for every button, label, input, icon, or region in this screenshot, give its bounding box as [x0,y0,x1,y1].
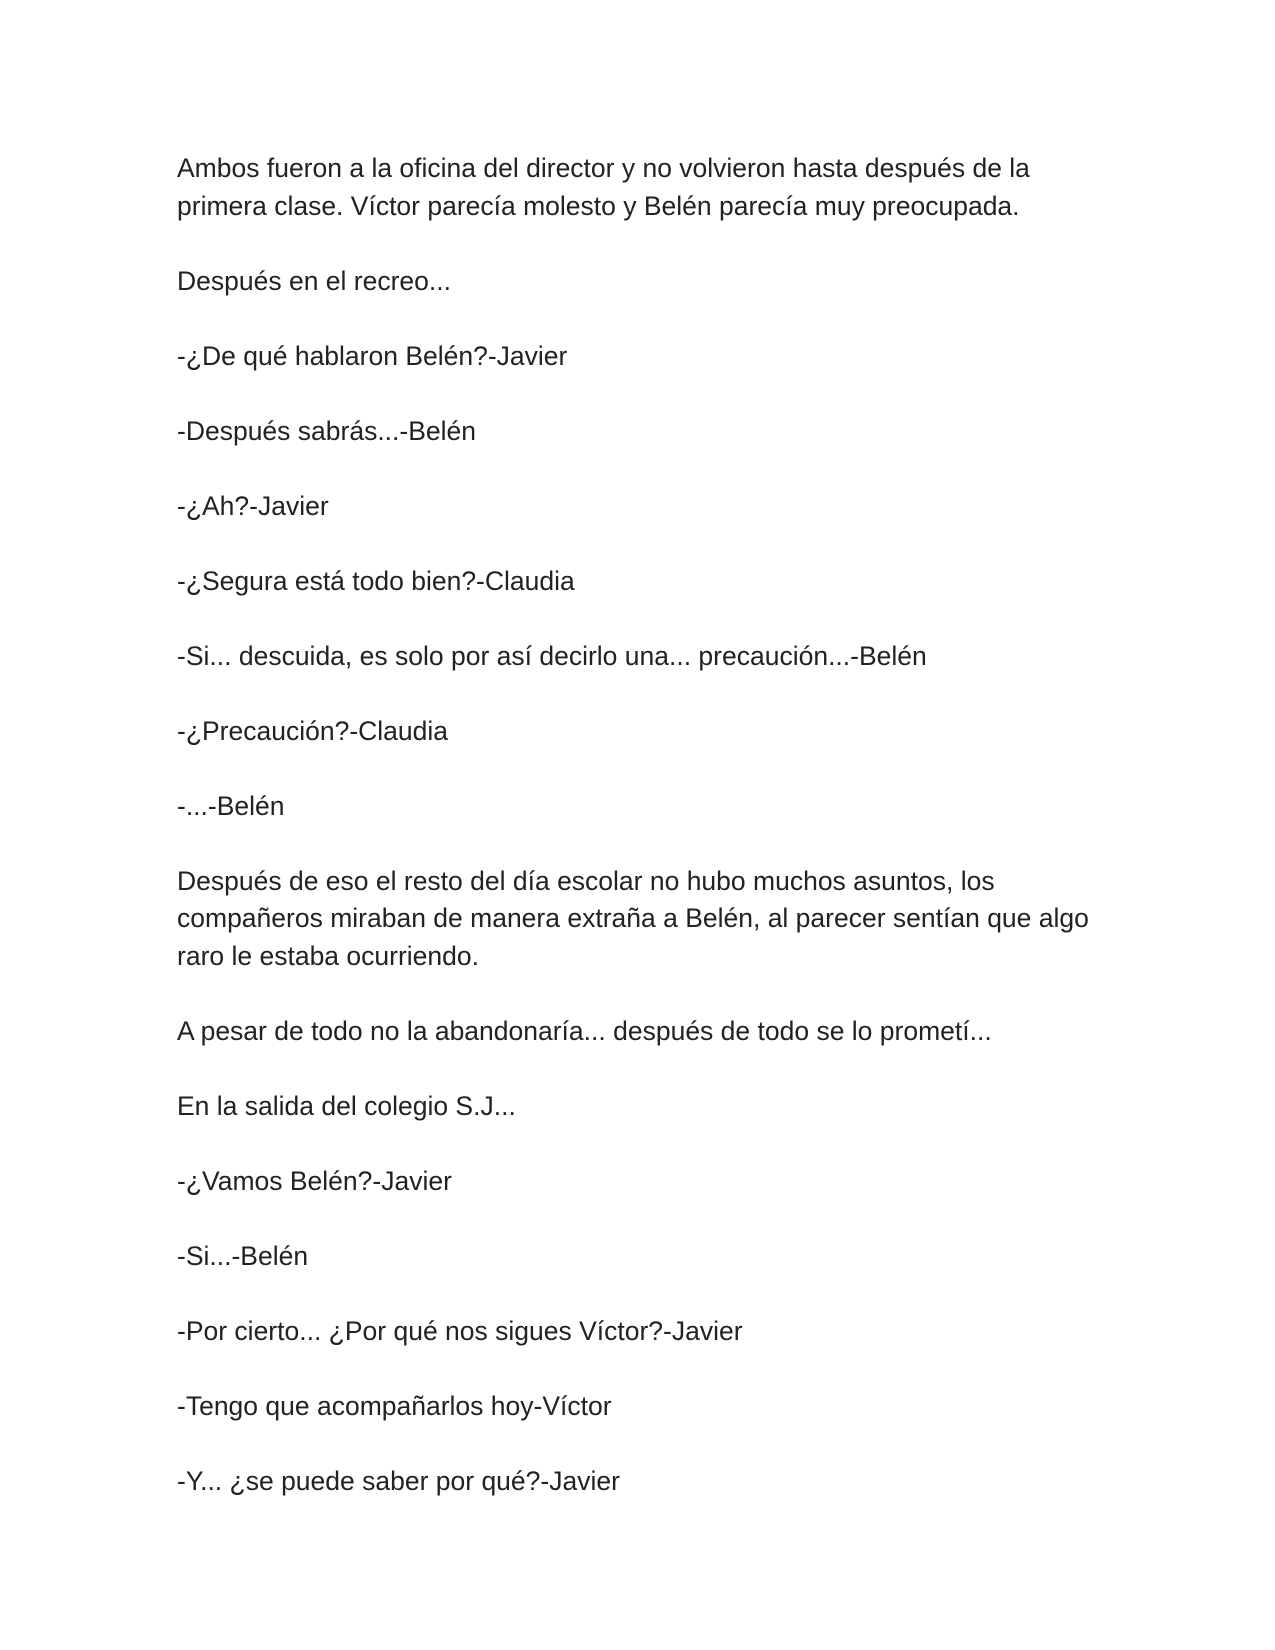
document-body [177,150,1107,1538]
paragraph-scene-break: Después en el recreo... [177,265,451,296]
dialogue-line: -¿Segura está todo bien?-Claudia [177,565,575,596]
paragraph-scene-break: En la salida del colegio S.J... [177,1090,516,1121]
dialogue-line: -Y... ¿se puede saber por qué?-Javier [177,1465,620,1496]
dialogue-line: -...-Belén [177,790,285,821]
dialogue-line: -¿Ah?-Javier [177,490,329,521]
dialogue-line: -Después sabrás...-Belén [177,415,477,446]
dialogue-line: -¿Precaución?-Claudia [177,715,449,746]
paragraph-narration: Después de eso el resto del día escolar no hubo muchos asuntos, los compañeros miraban de manera extraña a Belén, al parecer sentían que algo raro le estaba ocurriendo. [177,865,1089,971]
dialogue-line: -Por cierto... ¿Por qué nos sigues Víctor?-Javier [177,1315,743,1346]
dialogue-line: -¿De qué hablaron Belén?-Javier [177,340,568,371]
dialogue-line: -Si...-Belén [177,1240,309,1271]
paragraph-narration: A pesar de todo no la abandonaría... después de todo se lo prometí... [177,1015,992,1046]
paragraph-narration: Ambos fueron a la oficina del director y no volvieron hasta después de la primera clase. Víctor parecía molesto y Belén parecía muy preocupada. [177,153,1030,221]
dialogue-line: -Si... descuida, es solo por así decirlo una... precaución...-Belén [177,640,927,671]
dialogue-line: -¿Vamos Belén?-Javier [177,1165,452,1196]
dialogue-line: -Tengo que acompañarlos hoy-Víctor [177,1390,612,1421]
